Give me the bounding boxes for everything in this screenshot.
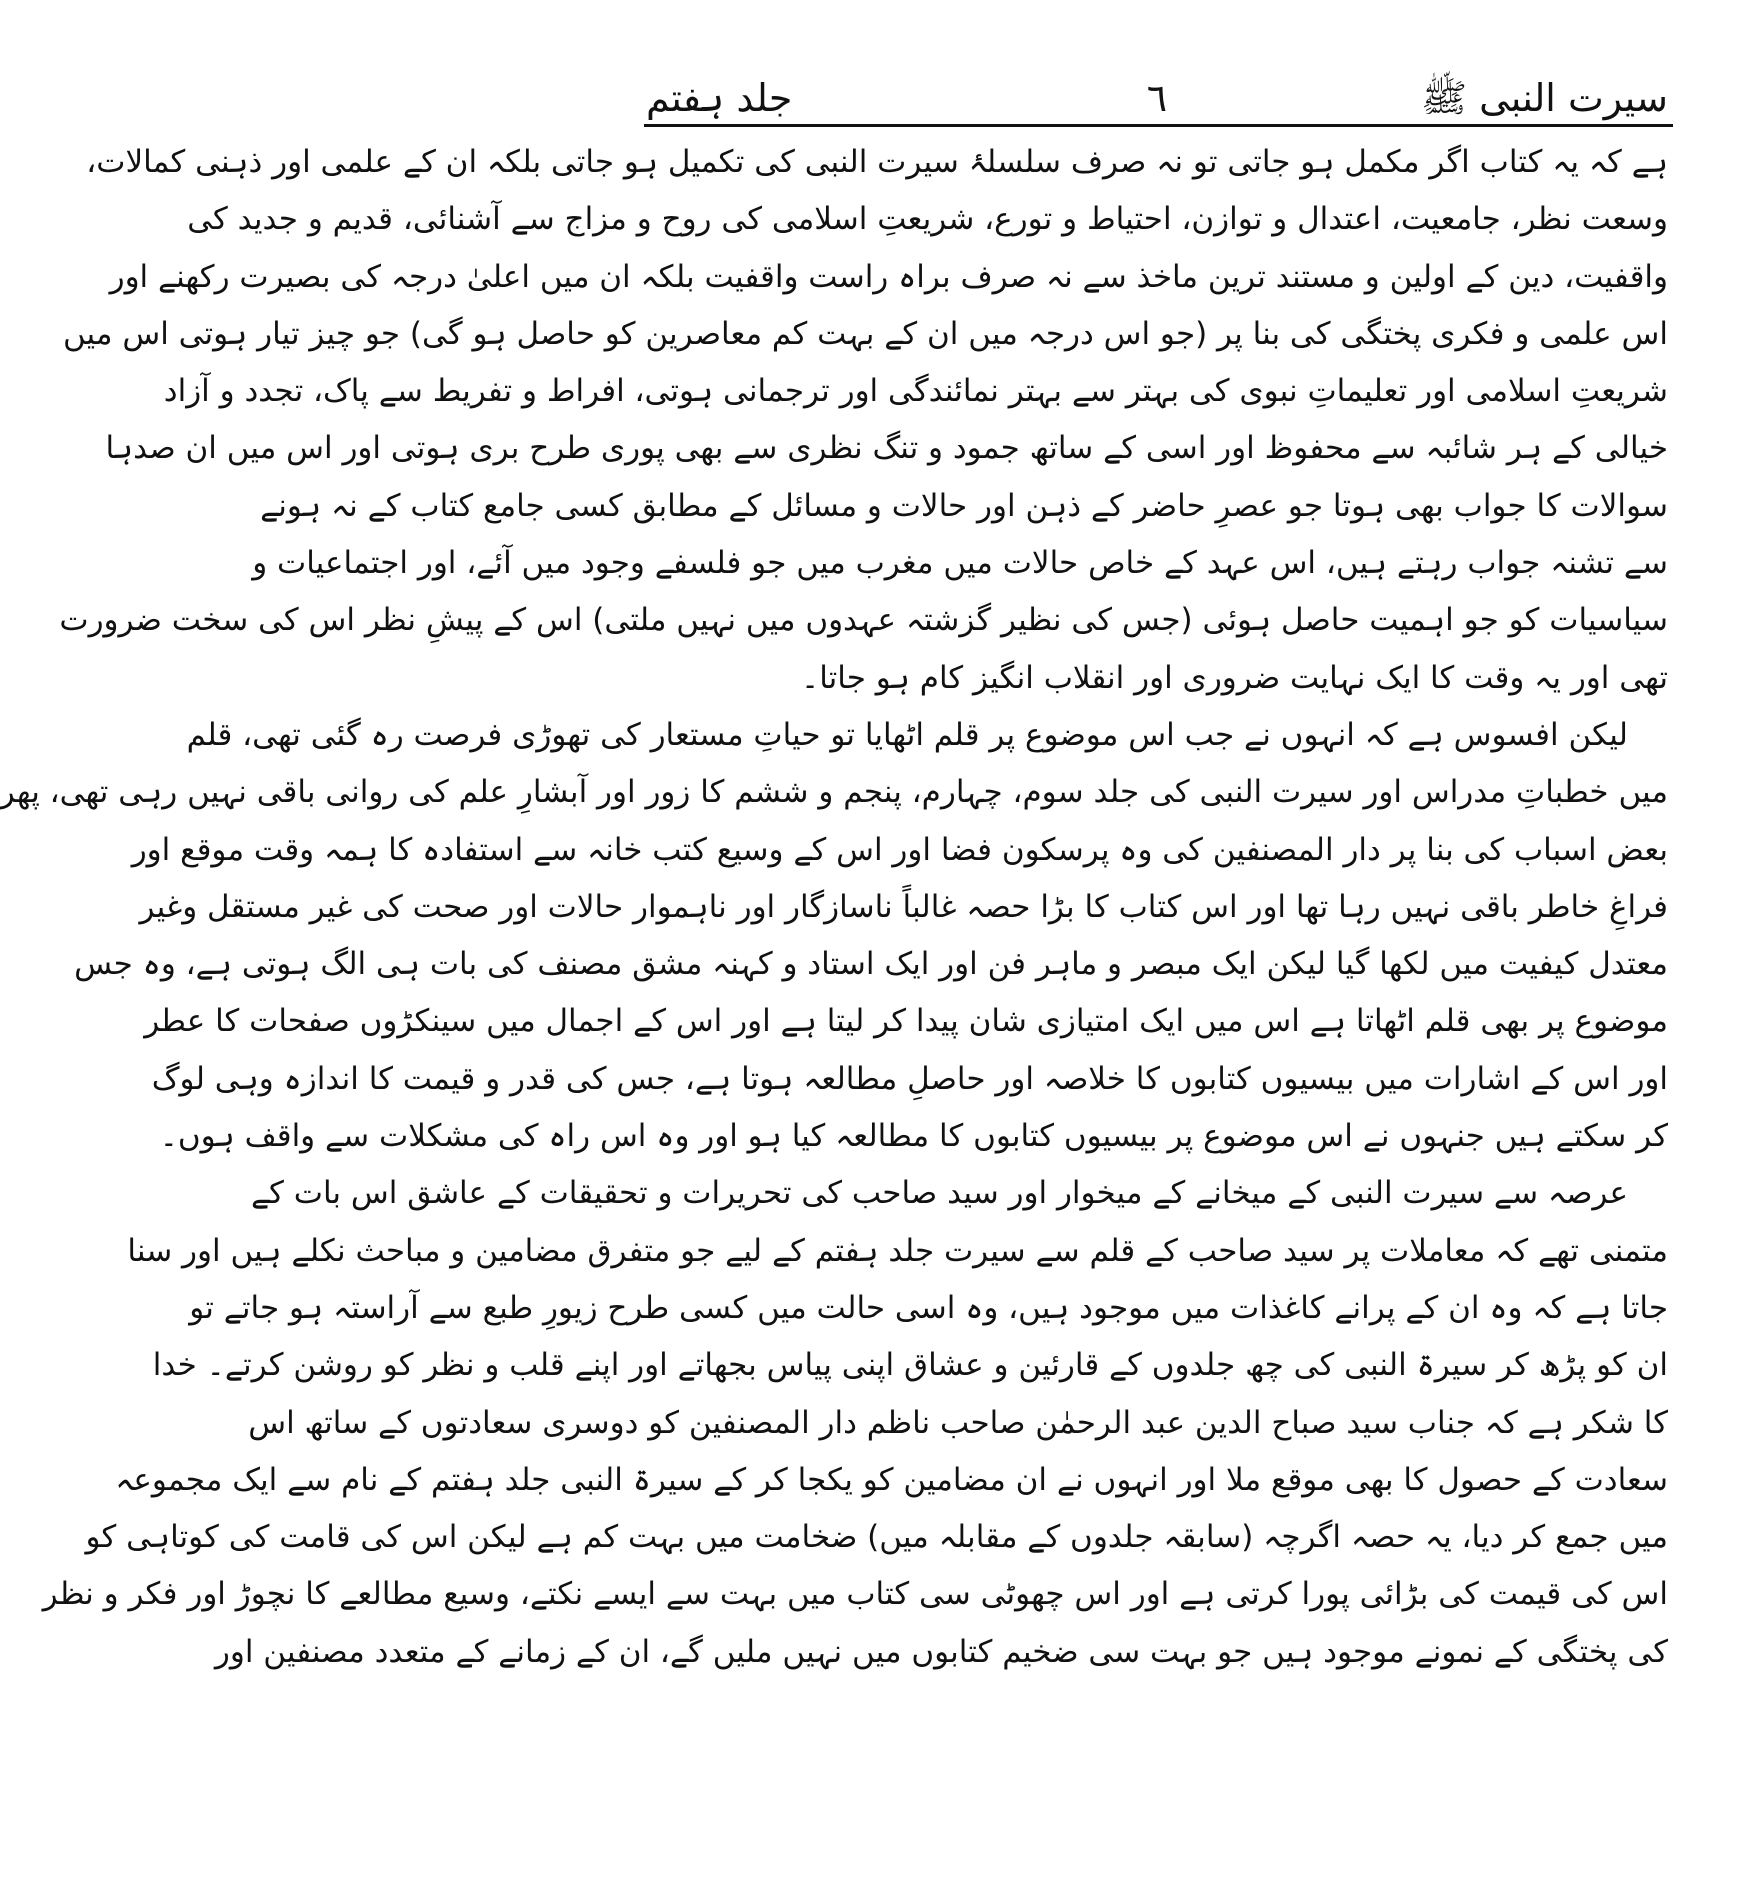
page-number: ٦ xyxy=(1146,76,1168,120)
text-line: میں جمع کر دیا، یہ حصہ اگرچہ (سابقہ جلدوں کے مقابلہ میں) ضخامت میں بہت کم ہے لیکن اس کی قامت کی کوتاہی کو xyxy=(85,1519,1668,1556)
text-line: اور اس کے اشارات میں بیسیوں کتابوں کا خلاصہ اور حاصلِ مطالعہ ہوتا ہے، جس کی قدر و قیمت کا اندازہ وہی لوگ xyxy=(151,1060,1668,1097)
text-line: متمنی تھے کہ معاملات پر سید صاحب کے قلم سے سیرت جلد ہفتم کے لیے جو متفرق مضامین و مباحث نکلے ہیں اور سنا xyxy=(127,1232,1668,1269)
text-line: لیکن افسوس ہے کہ انہوں نے جب اس موضوع پر قلم اٹھایا تو حیاتِ مستعار کی تھوڑی فرصت رہ گئی تھی، قلم xyxy=(186,716,1628,753)
text-line: معتدل کیفیت میں لکھا گیا لیکن ایک مبصر و ماہر فن اور ایک استاد و کہنہ مشق مصنف کی بات ہی الگ ہوتی ہے، وہ جس xyxy=(74,946,1668,983)
text-line: واقفیت، دین کے اولین و مستند ترین ماخذ سے نہ صرف براہ راست واقفیت بلکہ ان میں اعلیٰ درجہ کی بصیرت رکھنے اور xyxy=(109,258,1668,295)
text-line: سعادت کے حصول کا بھی موقع ملا اور انہوں نے ان مضامین کو یکجا کر کے سیرۃ النبی جلد ہفتم کے نام سے ایک مجموعہ xyxy=(115,1461,1668,1498)
text-line: ان کو پڑھ کر سیرۃ النبی کی چھ جلدوں کے قارئین و عشاق اپنی پیاس بجھاتے اور اپنے قلب و نظر کو روشن کرتے۔ خدا xyxy=(152,1347,1668,1384)
header-rule xyxy=(644,124,1673,127)
text-line: کا شکر ہے کہ جناب سید صباح الدین عبد الرحمٰن صاحب ناظم دار المصنفین کو دوسری سعادتوں کے ساتھ اس xyxy=(248,1404,1668,1441)
text-line: اس کی قیمت کی بڑائی پورا کرتی ہے اور اس چھوٹی سی کتاب میں بہت سے ایسے نکتے، وسیع مطالعے کا نچوڑ اور فکر و نظر xyxy=(42,1576,1668,1613)
text-line: شریعتِ اسلامی اور تعلیماتِ نبوی کی بہتر سے بہتر نمائندگی اور ترجمانی ہوتی، افراط و تفریط سے پاک، تجدد و آزاد xyxy=(163,373,1668,410)
book-title: سیرت النبی ﷺ xyxy=(1421,76,1668,120)
text-line: ہے کہ یہ کتاب اگر مکمل ہو جاتی تو نہ صرف سلسلۂ سیرت النبی کی تکمیل ہو جاتی بلکہ ان کے علمی اور ذہنی کمالات، xyxy=(86,144,1668,180)
text-line: موضوع پر بھی قلم اٹھاتا ہے اس میں ایک امتیازی شان پیدا کر لیتا ہے اور اس کے اجمال میں سینکڑوں صفحات کا عطر xyxy=(144,1003,1668,1040)
text-line: اس علمی و فکری پختگی کی بنا پر (جو اس درجہ میں ان کے بہت کم معاصرین کو حاصل ہو گی) جو چیز تیار ہوتی اس میں xyxy=(62,315,1668,352)
text-line: سے تشنہ جواب رہتے ہیں، اس عہد کے خاص حالات میں مغرب میں جو فلسفے وجود میں آئے، اور اجتماعیات و xyxy=(252,545,1668,582)
text-line: بعض اسباب کی بنا پر دار المصنفین کی وہ پرسکون فضا اور اس کے وسیع کتب خانہ سے استفادہ کا ہمہ وقت موقع اور xyxy=(131,831,1668,868)
text-line: خیالی کے ہر شائبہ سے محفوظ اور اسی کے ساتھ جمود و تنگ نظری سے بھی پوری طرح بری ہوتی اور اس میں ان صدہا xyxy=(105,430,1668,467)
text-line: کر سکتے ہیں جنہوں نے اس موضوع پر بیسیوں کتابوں کا مطالعہ کیا ہو اور وہ اس راہ کی مشکلات سے واقف ہوں۔ xyxy=(159,1118,1668,1155)
text-line: سوالات کا جواب بھی ہوتا جو عصرِ حاضر کے ذہن اور حالات و مسائل کے مطابق کسی جامع کتاب کے نہ ہونے xyxy=(260,487,1668,524)
text-line: جاتا ہے کہ وہ ان کے پرانے کاغذات میں موجود ہیں، وہ اسی حالت میں کسی طرح زیورِ طبع سے آراستہ ہو جاتے تو xyxy=(189,1289,1668,1326)
text-line: میں خطباتِ مدراس اور سیرت النبی کی جلد سوم، چہارم، پنجم و ششم کا زور اور آبشارِ علم کی روانی باقی نہیں رہی تھی، پھر xyxy=(0,774,1668,811)
text-line: فراغِ خاطر باقی نہیں رہا تھا اور اس کتاب کا بڑا حصہ غالباً ناسازگار اور ناہموار حالات اور صحت کی غیر مستقل وغیر xyxy=(139,888,1668,925)
text-line: سیاسیات کو جو اہمیت حاصل ہوئی (جس کی نظیر گزشتہ عہدوں میں نہیں ملتی) اس کے پیشِ نظر اس کی سخت ضرورت xyxy=(59,602,1668,639)
text-line: وسعت نظر، جامعیت، اعتدال و توازن، احتیاط و تورع، شریعتِ اسلامی کی روح و مزاج سے آشنائی، قدیم و جدید کی xyxy=(187,201,1668,238)
running-header xyxy=(646,72,1668,124)
text-line: کی پختگی کے نمونے موجود ہیں جو بہت سی ضخیم کتابوں میں نہیں ملیں گے، ان کے زمانے کے متعدد مصنفین اور xyxy=(214,1633,1668,1670)
text-line: عرصہ سے سیرت النبی کے میخانے کے میخوار اور سید صاحب کی تحریرات و تحقیقات کے عاشق اس بات کے xyxy=(251,1175,1628,1212)
text-line: تھی اور یہ وقت کا ایک نہایت ضروری اور انقلاب انگیز کام ہو جاتا۔ xyxy=(801,659,1668,696)
volume-label: جلد ہفتم xyxy=(646,76,793,120)
body-text xyxy=(0,134,1668,1681)
